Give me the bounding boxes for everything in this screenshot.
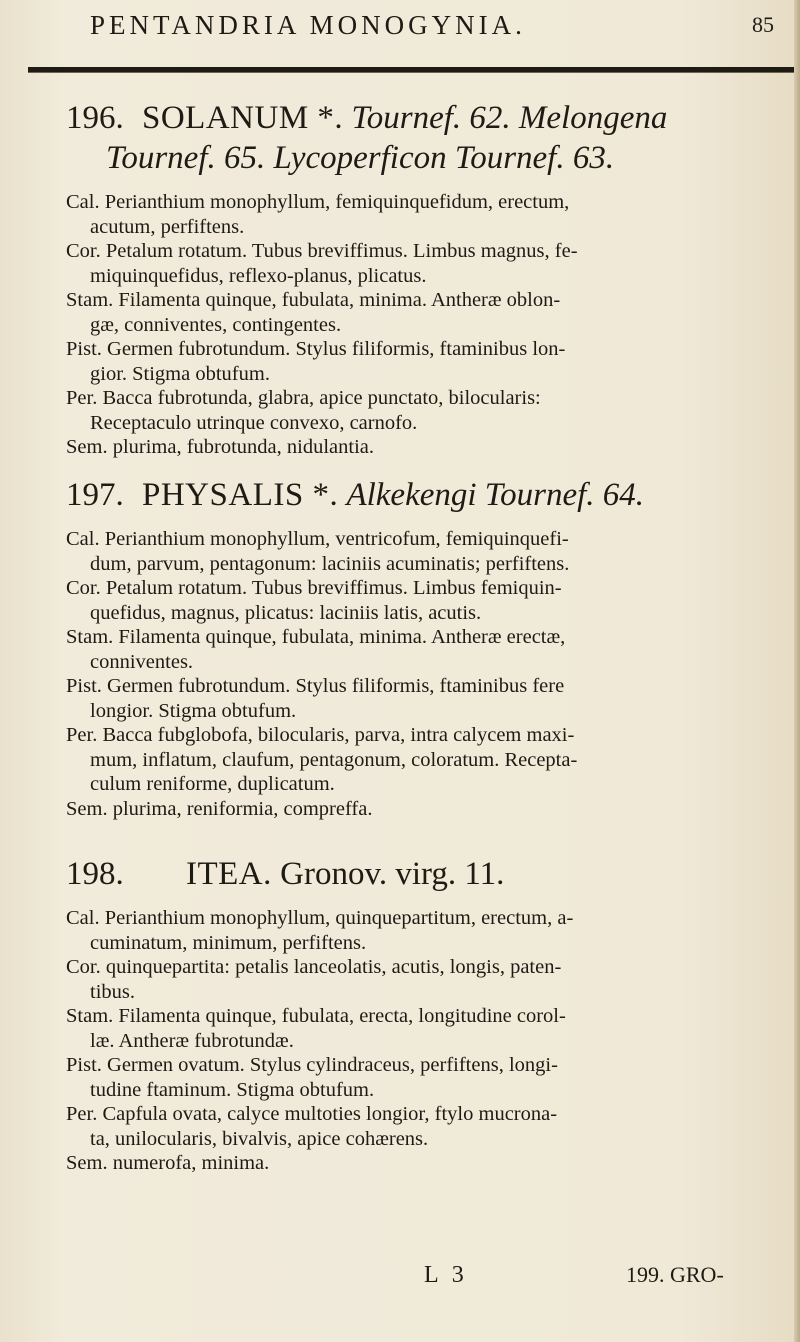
genus-name: SOLANUM *. <box>142 100 344 136</box>
description-line: Sem. numerofa, minima. <box>66 1152 270 1174</box>
entry-number: 198. <box>66 856 124 892</box>
description-line: Stam. Filamenta quinque, fubulata, erecta, longitudine corol- <box>66 1005 566 1027</box>
description-line: conniventes. <box>90 650 194 673</box>
description-line: Cal. Perianthium monophyllum, femiquinquefidum, erectum, <box>66 191 570 213</box>
heading-synonyms: Tournef. 62. Melongena <box>351 100 668 136</box>
description-line: Cor. Petalum rotatum. Tubus breviffimus. Limbus femiquin- <box>66 577 562 599</box>
description-line: Per. Bacca fubrotunda, glabra, apice punctato, bilocularis: <box>66 387 541 409</box>
description-line: Cor. quinquepartita: petalis lanceolatis, acutis, longis, paten- <box>66 956 562 978</box>
description-line: Cal. Perianthium monophyllum, ventricofum, femiquinquefi- <box>66 528 569 550</box>
signature-mark: L 3 <box>424 1262 468 1288</box>
description-line: acutum, perfiftens. <box>90 215 245 238</box>
description-line: gæ, conniventes, contingentes. <box>90 313 342 336</box>
entry-heading <box>66 854 786 894</box>
description-line: læ. Antheræ fubrotundæ. <box>90 1029 294 1052</box>
entry-heading <box>66 475 786 515</box>
running-head <box>90 6 790 46</box>
heading-synonyms: Gronov. virg. 11. <box>280 856 505 892</box>
description-line: quefidus, magnus, plicatus: laciniis latis, acutis. <box>90 601 482 624</box>
description-line: Per. Bacca fubglobofa, bilocularis, parva, intra calycem maxi- <box>66 724 575 746</box>
catchword: 199. GRO- <box>626 1262 724 1287</box>
description-line: gior. Stigma obtufum. <box>90 362 270 385</box>
header-rule <box>28 67 798 73</box>
description-line: tudine ftaminum. Stigma obtufum. <box>90 1078 375 1101</box>
genus-name: PHYSALIS *. <box>142 477 339 513</box>
genus-entry-198 <box>66 854 786 1176</box>
entry-number: 196. <box>66 100 124 136</box>
entry-number: 197. <box>66 477 124 513</box>
description-line: Stam. Filamenta quinque, fubulata, minima. Antheræ erectæ, <box>66 626 566 648</box>
description-line: Cal. Perianthium monophyllum, quinquepartitum, erectum, a- <box>66 907 574 929</box>
page-number: 85 <box>752 12 774 37</box>
description-line: ta, unilocularis, bivalvis, apice cohærens. <box>90 1127 429 1150</box>
description-line: mum, inflatum, claufum, pentagonum, coloratum. Recepta- <box>90 748 578 771</box>
page-edge <box>794 0 800 1342</box>
description-line: Receptaculo utrinque convexo, carnofo. <box>90 411 418 434</box>
description-line: Pist. Germen ovatum. Stylus cylindraceus, perfiftens, longi- <box>66 1054 558 1076</box>
description-line: cuminatum, minimum, perfiftens. <box>90 931 367 954</box>
heading-synonyms-line2: Tournef. 65. Lycoperficon Tournef. 63. <box>106 140 615 176</box>
description-line: culum reniforme, duplicatum. <box>90 773 335 795</box>
description-line: Pist. Germen fubrotundum. Stylus filiformis, ftaminibus lon- <box>66 338 566 360</box>
running-head-title: PENTANDRIA MONOGYNIA. <box>90 10 526 40</box>
description-line: Cor. Petalum rotatum. Tubus breviffimus. Limbus magnus, fe- <box>66 240 578 262</box>
description-line: tibus. <box>90 980 135 1003</box>
entry-heading <box>66 98 786 178</box>
genus-entry-197 <box>66 475 786 821</box>
description-line: miquinquefidus, reflexo-planus, plicatus. <box>90 264 427 287</box>
description-line: Pist. Germen fubrotundum. Stylus filiformis, ftaminibus fere <box>66 675 565 697</box>
description-line: Stam. Filamenta quinque, fubulata, minima. Antheræ oblon- <box>66 289 561 311</box>
description-line: dum, parvum, pentagonum: laciniis acuminatis; perfiftens. <box>90 552 570 575</box>
description-line: Sem. plurima, fubrotunda, nidulantia. <box>66 436 375 458</box>
heading-synonyms: Alkekengi Tournef. 64. <box>346 477 645 513</box>
genus-name: ITEA. <box>186 856 272 892</box>
description-line: Per. Capfula ovata, calyce multoties longior, ftylo mucrona- <box>66 1103 558 1125</box>
description-line: longior. Stigma obtufum. <box>90 699 297 722</box>
genus-entry-196 <box>66 98 786 460</box>
description-line: Sem. plurima, reniformia, compreffa. <box>66 797 373 820</box>
